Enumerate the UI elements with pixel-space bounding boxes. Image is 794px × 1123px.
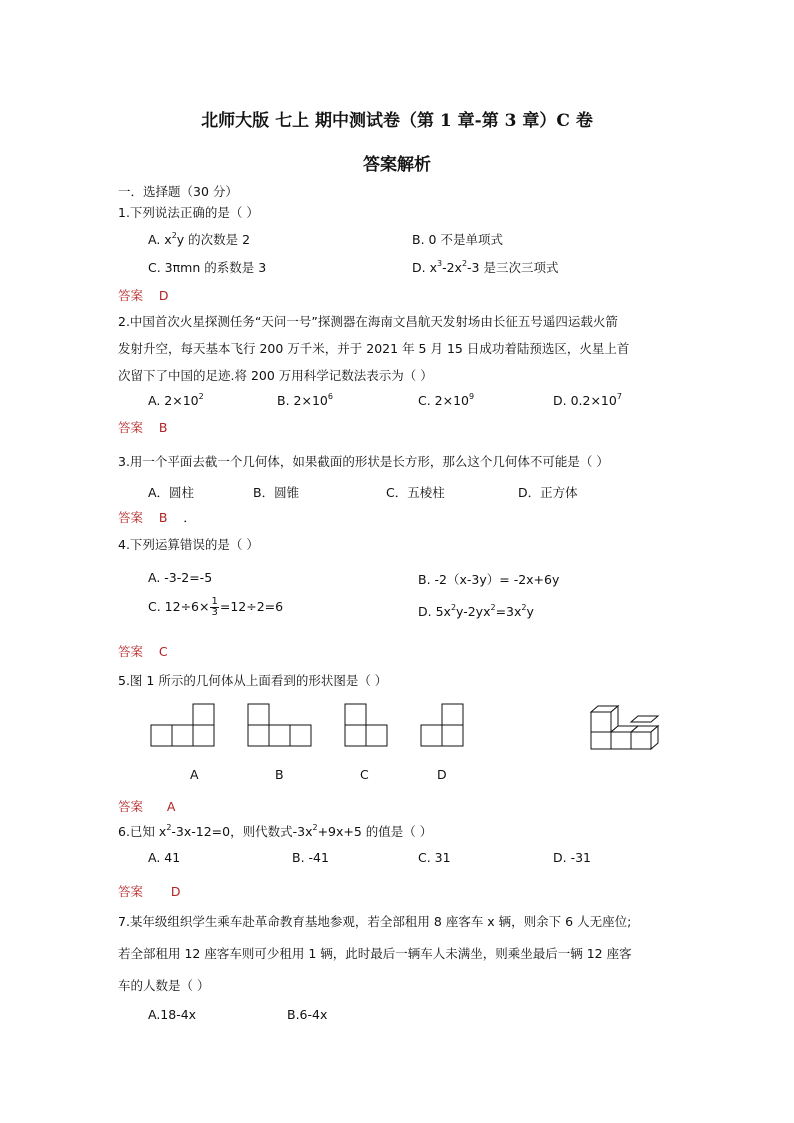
fraction-one-third: $\frac{1}{3}$ (211, 596, 218, 618)
q5-figure-d (418, 700, 468, 750)
q2-stem-line2: 发射升空，每天基本飞行 200 万千米，并于 2021 年 5 月 15 日成功着陆预选区，火星上首 (118, 341, 630, 356)
q5-figure-a (148, 700, 218, 750)
q5-label-d: D (437, 767, 447, 782)
q4-option-d: D. $5x^2y-2yx^2=3x^2y$ (418, 603, 534, 619)
q4-option-b: B. -2（x-3y）= -2x+6y (418, 572, 560, 587)
q5-3d-solid-figure (586, 700, 666, 752)
q3-option-c: C．五棱柱 (386, 485, 445, 500)
q1-option-c: C. 3πmn 的系数是 3 (148, 260, 267, 275)
q2-option-d: D. $0.2\times 10^7$ (553, 392, 622, 408)
q4-option-a: A. -3-2=-5 (148, 570, 213, 585)
q6-option-c: C. 31 (418, 850, 451, 865)
q7-stem-line2: 若全部租用 12 座客车则可少租用 1 辆，此时最后一辆车人未满坐，则乘坐最后一辆 12 座客 (118, 946, 632, 961)
q1-stem: 1.下列说法正确的是（ ） (118, 205, 259, 220)
q5-figure-c (342, 700, 392, 750)
q6-option-d: D. -31 (553, 850, 591, 865)
q5-figure-b (245, 700, 315, 750)
q3-option-b: B．圆锥 (253, 485, 300, 500)
q6-answer: 答案 D (118, 884, 181, 899)
q5-answer: 答案 A (118, 799, 176, 814)
q6-option-a: A. 41 (148, 850, 181, 865)
q2-answer: 答案 B (118, 420, 168, 435)
q3-answer: 答案 B ． (118, 510, 196, 525)
q2-stem-line1: 2.中国首次火星探测任务“天问一号”探测器在海南文昌航天发射场由长征五号遥四运载火箭 (118, 314, 618, 329)
q6-option-b: B. -41 (292, 850, 329, 865)
q5-stem: 5.图 1 所示的几何体从上面看到的形状图是（ ） (118, 673, 388, 688)
q1-option-a: A. $x^2y$ 的次数是 2 (148, 231, 251, 247)
q2-option-a: A. $2\times 10^2$ (148, 392, 204, 408)
q7-option-b: B.6-4x (287, 1007, 328, 1022)
page-title: 北师大版 七上 期中测试卷（第 1 章-第 3 章）C 卷 (201, 111, 593, 131)
q3-option-d: D．正方体 (518, 485, 578, 500)
q7-option-a: A.18-4x (148, 1007, 197, 1022)
q4-option-c: C. 12÷6× $\frac{1}{3}$ =12÷2=6 (148, 596, 284, 618)
q4-stem: 4.下列运算错误的是（ ） (118, 537, 259, 552)
q2-stem-line3: 次留下了中国的足迹.将 200 万用科学记数法表示为（ ） (118, 368, 433, 383)
section-heading: 一．选择题（30 分） (118, 184, 238, 199)
q2-option-c: C. $2\times 10^9$ (418, 392, 475, 408)
q5-label-b: B (275, 767, 284, 782)
q4-answer: 答案 C (118, 644, 168, 659)
q3-stem: 3.用一个平面去截一个几何体，如果截面的形状是长方形，那么这个几何体不可能是（ ） (118, 454, 609, 469)
q3-option-a: A．圆柱 (148, 485, 195, 500)
page-subtitle: 答案解析 (363, 155, 431, 175)
q5-label-c: C (360, 767, 369, 782)
q5-label-a: A (190, 767, 199, 782)
q1-option-b: B. 0 不是单项式 (412, 232, 503, 247)
q7-stem-line1: 7.某年级组织学生乘车赴革命教育基地参观，若全部租用 8 座客车 x 辆，则余下 6 人无座位; (118, 914, 632, 929)
q2-option-b: B. $2\times 10^6$ (277, 392, 333, 408)
q7-stem-line3: 车的人数是（ ） (118, 978, 210, 993)
q1-answer: 答案 D (118, 288, 169, 303)
q6-stem: 6.已知 $x^2-3x-12=0$，则代数式$-3x^2+9x+5$ 的值是（ ） (118, 823, 433, 839)
q1-option-d: D. $x^3-2x^2-3$ 是三次三项式 (412, 259, 559, 275)
